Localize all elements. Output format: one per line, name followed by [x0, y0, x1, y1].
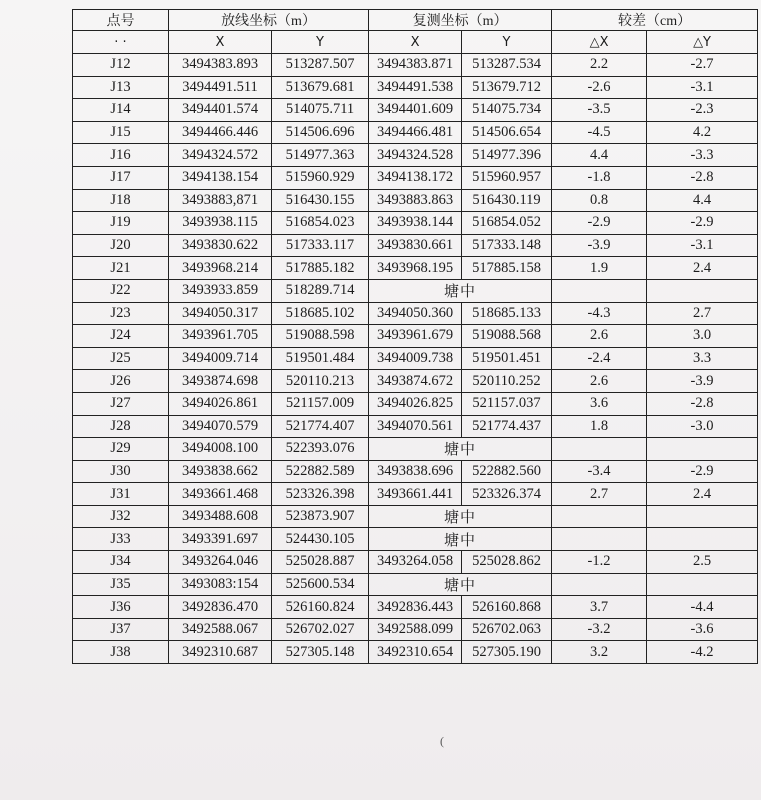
- table-row: [73, 54, 758, 77]
- cell-stakeout-x: 3492836.470: [169, 596, 272, 619]
- cell-delta-y: -3.1: [647, 234, 758, 257]
- paper-mark: (: [440, 734, 444, 748]
- cell-delta-y: 2.4: [647, 483, 758, 506]
- cell-resurvey-y: 526702.063: [462, 618, 552, 641]
- cell-resurvey-x: 3494026.825: [369, 392, 462, 415]
- cell-delta-x: -1.2: [552, 551, 647, 574]
- cell-resurvey-y: 519501.451: [462, 347, 552, 370]
- cell-delta-y: -2.8: [647, 166, 758, 189]
- cell-resurvey-x: 3492310.654: [369, 641, 462, 664]
- cell-resurvey-y: 514977.396: [462, 144, 552, 167]
- table-row: [73, 528, 758, 551]
- cell-delta-x: 3.6: [552, 392, 647, 415]
- cell-delta-y: 4.2: [647, 121, 758, 144]
- cell-stakeout-x: 3494050.317: [169, 302, 272, 325]
- cell-stakeout-x: 3493830.622: [169, 234, 272, 257]
- cell-point-id: J13: [73, 76, 169, 99]
- cell-delta-y: -3.1: [647, 76, 758, 99]
- cell-stakeout-y: 514075.711: [272, 99, 369, 122]
- cell-stakeout-y: 523326.398: [272, 483, 369, 506]
- header-resurvey-y: Y: [462, 31, 552, 54]
- cell-resurvey-x: 3494009.738: [369, 347, 462, 370]
- cell-resurvey-x: 3493661.441: [369, 483, 462, 506]
- cell-delta-y: -3.6: [647, 618, 758, 641]
- cell-delta-y: [647, 505, 758, 528]
- cell-stakeout-x: 3493391.697: [169, 528, 272, 551]
- cell-stakeout-y: 521774.407: [272, 415, 369, 438]
- cell-delta-y: -2.9: [647, 460, 758, 483]
- header-point-id: 点号: [73, 10, 169, 31]
- cell-delta-y: -4.2: [647, 641, 758, 664]
- table-body: [73, 54, 758, 664]
- cell-resurvey-y: 514506.654: [462, 121, 552, 144]
- cell-pond-note: 塘中: [369, 573, 552, 596]
- cell-resurvey-y: 517885.158: [462, 257, 552, 280]
- cell-stakeout-y: 526702.027: [272, 618, 369, 641]
- cell-point-id: J15: [73, 121, 169, 144]
- cell-delta-x: [552, 528, 647, 551]
- table-row: [73, 121, 758, 144]
- cell-stakeout-x: 3492310.687: [169, 641, 272, 664]
- cell-stakeout-y: 519088.598: [272, 325, 369, 348]
- cell-pond-note: 塘中: [369, 505, 552, 528]
- cell-resurvey-x: 3493938.144: [369, 212, 462, 235]
- cell-stakeout-x: 3494138.154: [169, 166, 272, 189]
- cell-stakeout-x: 3493883,871: [169, 189, 272, 212]
- cell-pond-note: 塘中: [369, 279, 552, 302]
- cell-point-id: J33: [73, 528, 169, 551]
- cell-resurvey-x: 3494070.561: [369, 415, 462, 438]
- cell-delta-x: 3.2: [552, 641, 647, 664]
- cell-point-id: J18: [73, 189, 169, 212]
- cell-delta-y: 3.3: [647, 347, 758, 370]
- table-row: [73, 234, 758, 257]
- cell-delta-y: 2.7: [647, 302, 758, 325]
- cell-resurvey-y: 516430.119: [462, 189, 552, 212]
- cell-delta-x: -3.5: [552, 99, 647, 122]
- cell-resurvey-x: 3494050.360: [369, 302, 462, 325]
- cell-resurvey-x: 3492588.099: [369, 618, 462, 641]
- cell-stakeout-x: 3494008.100: [169, 438, 272, 461]
- cell-stakeout-x: 3494401.574: [169, 99, 272, 122]
- cell-resurvey-y: 513287.534: [462, 54, 552, 77]
- cell-delta-y: -3.0: [647, 415, 758, 438]
- header-resurvey-coords: 复测坐标（m）: [369, 10, 552, 31]
- cell-stakeout-x: 3494324.572: [169, 144, 272, 167]
- table-row: [73, 641, 758, 664]
- cell-resurvey-y: 518685.133: [462, 302, 552, 325]
- cell-delta-x: [552, 279, 647, 302]
- cell-resurvey-x: 3493883.863: [369, 189, 462, 212]
- cell-point-id: J21: [73, 257, 169, 280]
- cell-point-id: J17: [73, 166, 169, 189]
- table-row: [73, 370, 758, 393]
- cell-resurvey-y: 514075.734: [462, 99, 552, 122]
- table-row: [73, 618, 758, 641]
- cell-resurvey-x: 3493874.672: [369, 370, 462, 393]
- header-stakeout-x: X: [169, 31, 272, 54]
- cell-resurvey-y: 523326.374: [462, 483, 552, 506]
- cell-delta-y: -2.7: [647, 54, 758, 77]
- cell-resurvey-x: 3493968.195: [369, 257, 462, 280]
- cell-stakeout-y: 522393.076: [272, 438, 369, 461]
- cell-delta-y: -3.9: [647, 370, 758, 393]
- cell-delta-x: 0.8: [552, 189, 647, 212]
- cell-delta-y: 2.5: [647, 551, 758, 574]
- cell-delta-x: -1.8: [552, 166, 647, 189]
- cell-point-id: J37: [73, 618, 169, 641]
- cell-point-id: J27: [73, 392, 169, 415]
- cell-stakeout-x: 3493961.705: [169, 325, 272, 348]
- cell-resurvey-x: 3493838.696: [369, 460, 462, 483]
- cell-stakeout-x: 3493938.115: [169, 212, 272, 235]
- cell-stakeout-y: 514977.363: [272, 144, 369, 167]
- cell-resurvey-y: 522882.560: [462, 460, 552, 483]
- cell-delta-x: 2.6: [552, 370, 647, 393]
- header-delta-y: △Y: [647, 31, 758, 54]
- table-row: [73, 438, 758, 461]
- cell-point-id: J35: [73, 573, 169, 596]
- cell-delta-x: -3.4: [552, 460, 647, 483]
- cell-stakeout-x: 3493264.046: [169, 551, 272, 574]
- survey-coordinate-table: [72, 9, 758, 664]
- cell-point-id: J22: [73, 279, 169, 302]
- table-row: [73, 573, 758, 596]
- cell-delta-y: 4.4: [647, 189, 758, 212]
- cell-stakeout-y: 520110.213: [272, 370, 369, 393]
- cell-stakeout-y: 514506.696: [272, 121, 369, 144]
- header-difference: 较差（cm）: [552, 10, 758, 31]
- cell-stakeout-x: 3493488.608: [169, 505, 272, 528]
- cell-delta-x: -4.3: [552, 302, 647, 325]
- cell-stakeout-x: 3494383.893: [169, 54, 272, 77]
- cell-stakeout-x: 3494026.861: [169, 392, 272, 415]
- cell-delta-x: -2.6: [552, 76, 647, 99]
- cell-resurvey-y: 521774.437: [462, 415, 552, 438]
- cell-stakeout-x: 3493661.468: [169, 483, 272, 506]
- cell-pond-note: 塘中: [369, 528, 552, 551]
- cell-point-id: J29: [73, 438, 169, 461]
- cell-point-id: J26: [73, 370, 169, 393]
- table-row: [73, 415, 758, 438]
- cell-stakeout-y: 516854.023: [272, 212, 369, 235]
- cell-stakeout-y: 518289.714: [272, 279, 369, 302]
- cell-delta-y: -2.8: [647, 392, 758, 415]
- cell-stakeout-y: 517333.117: [272, 234, 369, 257]
- cell-stakeout-y: 521157.009: [272, 392, 369, 415]
- cell-resurvey-x: 3493264.058: [369, 551, 462, 574]
- cell-point-id: J36: [73, 596, 169, 619]
- cell-delta-x: -2.9: [552, 212, 647, 235]
- cell-point-id: J14: [73, 99, 169, 122]
- cell-stakeout-x: 3493933.859: [169, 279, 272, 302]
- cell-stakeout-y: 523873.907: [272, 505, 369, 528]
- table-row: [73, 99, 758, 122]
- table-row: [73, 166, 758, 189]
- cell-resurvey-x: 3494138.172: [369, 166, 462, 189]
- cell-delta-x: 2.6: [552, 325, 647, 348]
- cell-resurvey-y: 520110.252: [462, 370, 552, 393]
- cell-point-id: J24: [73, 325, 169, 348]
- cell-stakeout-x: 3494070.579: [169, 415, 272, 438]
- cell-resurvey-x: 3494383.871: [369, 54, 462, 77]
- table-row: [73, 279, 758, 302]
- cell-delta-x: -3.2: [552, 618, 647, 641]
- cell-delta-x: [552, 438, 647, 461]
- cell-stakeout-y: 515960.929: [272, 166, 369, 189]
- cell-resurvey-x: 3494324.528: [369, 144, 462, 167]
- cell-point-id: J34: [73, 551, 169, 574]
- cell-resurvey-y: 515960.957: [462, 166, 552, 189]
- table-row: [73, 257, 758, 280]
- cell-delta-x: 1.9: [552, 257, 647, 280]
- cell-point-id: J23: [73, 302, 169, 325]
- table-row: [73, 189, 758, 212]
- cell-point-id: J20: [73, 234, 169, 257]
- header-stakeout-y: Y: [272, 31, 369, 54]
- cell-point-id: J31: [73, 483, 169, 506]
- cell-resurvey-y: 525028.862: [462, 551, 552, 574]
- cell-point-id: J16: [73, 144, 169, 167]
- table-row: [73, 483, 758, 506]
- table-row: [73, 505, 758, 528]
- cell-delta-x: 2.7: [552, 483, 647, 506]
- cell-stakeout-y: 513679.681: [272, 76, 369, 99]
- cell-stakeout-y: 519501.484: [272, 347, 369, 370]
- table-row: [73, 76, 758, 99]
- header-delta-x: △X: [552, 31, 647, 54]
- cell-delta-y: [647, 573, 758, 596]
- cell-resurvey-x: 3493830.661: [369, 234, 462, 257]
- cell-stakeout-x: 3492588.067: [169, 618, 272, 641]
- cell-delta-y: -3.3: [647, 144, 758, 167]
- cell-point-id: J32: [73, 505, 169, 528]
- cell-point-id: J25: [73, 347, 169, 370]
- cell-resurvey-y: 527305.190: [462, 641, 552, 664]
- cell-delta-x: 2.2: [552, 54, 647, 77]
- cell-stakeout-y: 518685.102: [272, 302, 369, 325]
- cell-resurvey-x: 3492836.443: [369, 596, 462, 619]
- cell-delta-y: -2.9: [647, 212, 758, 235]
- cell-stakeout-y: 522882.589: [272, 460, 369, 483]
- cell-delta-x: -3.9: [552, 234, 647, 257]
- cell-delta-x: -4.5: [552, 121, 647, 144]
- cell-stakeout-x: 3494466.446: [169, 121, 272, 144]
- cell-resurvey-x: 3494401.609: [369, 99, 462, 122]
- cell-resurvey-y: 521157.037: [462, 392, 552, 415]
- cell-delta-y: [647, 528, 758, 551]
- cell-delta-y: [647, 438, 758, 461]
- cell-point-id: J12: [73, 54, 169, 77]
- cell-point-id: J38: [73, 641, 169, 664]
- cell-stakeout-y: 527305.148: [272, 641, 369, 664]
- cell-point-id: J28: [73, 415, 169, 438]
- cell-stakeout-y: 526160.824: [272, 596, 369, 619]
- cell-stakeout-x: 3493083:154: [169, 573, 272, 596]
- table-row: [73, 212, 758, 235]
- cell-stakeout-y: 525028.887: [272, 551, 369, 574]
- cell-stakeout-x: 3494491.511: [169, 76, 272, 99]
- cell-stakeout-y: 517885.182: [272, 257, 369, 280]
- cell-stakeout-x: 3494009.714: [169, 347, 272, 370]
- cell-resurvey-y: 517333.148: [462, 234, 552, 257]
- cell-resurvey-y: 519088.568: [462, 325, 552, 348]
- cell-delta-y: -2.3: [647, 99, 758, 122]
- cell-stakeout-x: 3493968.214: [169, 257, 272, 280]
- table-row: [73, 596, 758, 619]
- cell-stakeout-y: 516430.155: [272, 189, 369, 212]
- cell-delta-y: 3.0: [647, 325, 758, 348]
- cell-stakeout-x: 3493838.662: [169, 460, 272, 483]
- cell-stakeout-y: 525600.534: [272, 573, 369, 596]
- table-row: [73, 347, 758, 370]
- cell-stakeout-y: 513287.507: [272, 54, 369, 77]
- table-row: [73, 144, 758, 167]
- table-row: [73, 325, 758, 348]
- cell-delta-x: -2.4: [552, 347, 647, 370]
- cell-resurvey-y: 516854.052: [462, 212, 552, 235]
- table-row: [73, 392, 758, 415]
- cell-delta-x: [552, 505, 647, 528]
- cell-delta-y: 2.4: [647, 257, 758, 280]
- cell-delta-y: [647, 279, 758, 302]
- cell-resurvey-y: 526160.868: [462, 596, 552, 619]
- header-stakeout-coords: 放线坐标（m）: [169, 10, 369, 31]
- table-row: [73, 460, 758, 483]
- cell-resurvey-x: 3494491.538: [369, 76, 462, 99]
- cell-resurvey-y: 513679.712: [462, 76, 552, 99]
- cell-resurvey-x: 3493961.679: [369, 325, 462, 348]
- table-row: [73, 551, 758, 574]
- cell-point-id: J19: [73, 212, 169, 235]
- cell-delta-x: [552, 573, 647, 596]
- header-resurvey-x: X: [369, 31, 462, 54]
- header-point-id-sub: · ·: [73, 31, 169, 54]
- cell-delta-x: 4.4: [552, 144, 647, 167]
- cell-stakeout-x: 3493874.698: [169, 370, 272, 393]
- cell-resurvey-x: 3494466.481: [369, 121, 462, 144]
- table-row: [73, 302, 758, 325]
- cell-delta-x: 1.8: [552, 415, 647, 438]
- cell-delta-x: 3.7: [552, 596, 647, 619]
- cell-delta-y: -4.4: [647, 596, 758, 619]
- cell-point-id: J30: [73, 460, 169, 483]
- cell-stakeout-y: 524430.105: [272, 528, 369, 551]
- cell-pond-note: 塘中: [369, 438, 552, 461]
